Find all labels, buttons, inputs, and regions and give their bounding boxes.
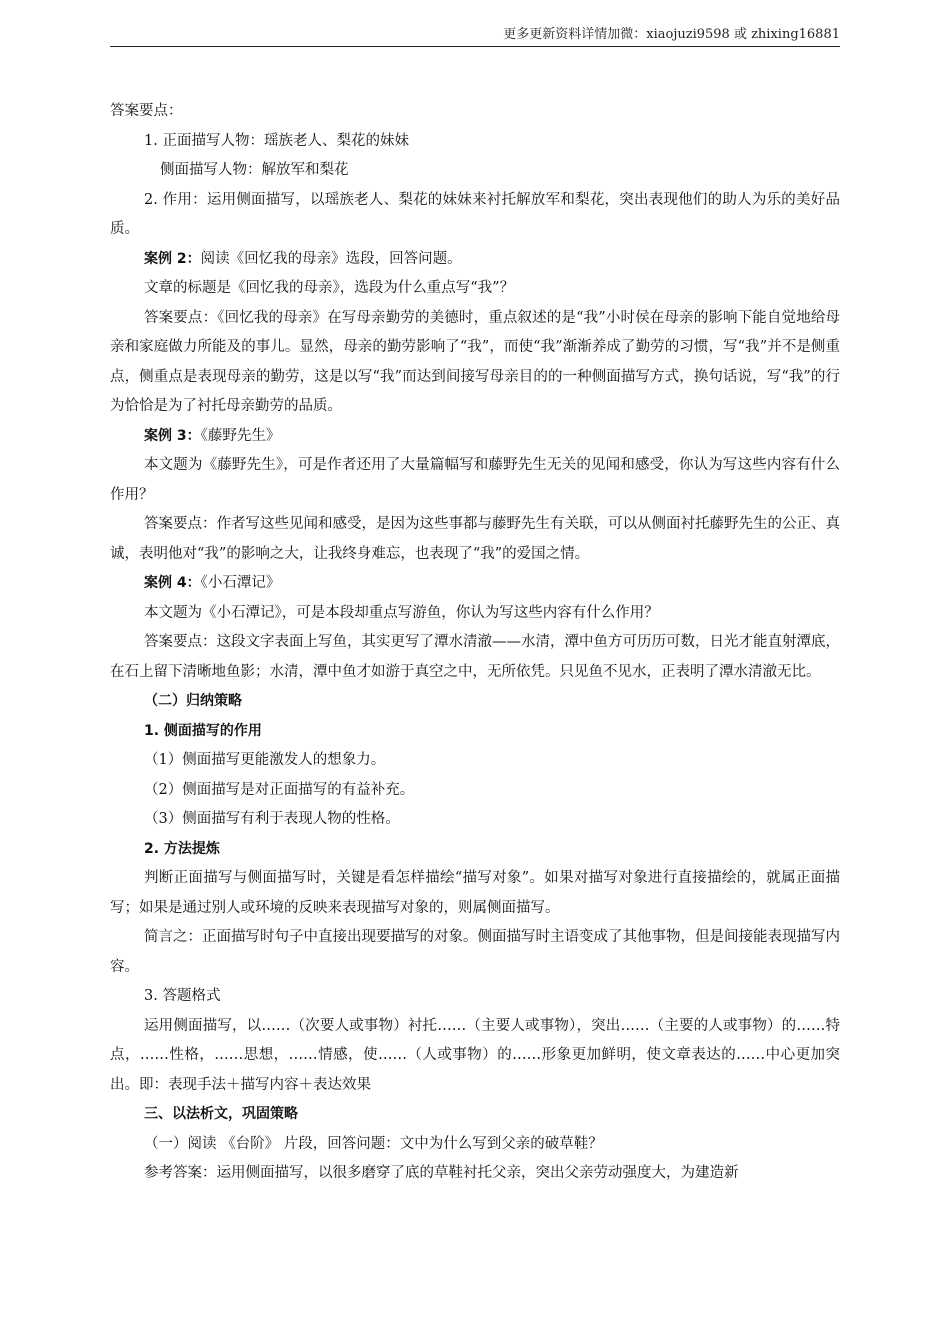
- paragraph: [110, 835, 840, 865]
- paragraph-text: 答案要点：这段文字表面上写鱼，其实更写了潭水清澈——水清，潭中鱼方可历历可数，日光才能直射潭底，在石上留下清晰地鱼影；水清，潭中鱼才如游于真空之中，无所依凭。只见鱼不见水，正表明了潭水清澈无比。: [110, 634, 840, 680]
- paragraph: [110, 628, 840, 687]
- paragraph-text: 2. 作用：运用侧面描写，以瑶族老人、梨花的妹妹来衬托解放军和梨花，突出表现他们的助人为乐的美好品质。: [110, 191, 840, 237]
- paragraph: [110, 687, 840, 717]
- paragraph: [110, 1012, 840, 1101]
- bold-label: 案例 4：: [144, 575, 201, 591]
- paragraph-text: 文章的标题是《回忆我的母亲》，选段为什么重点写“我”？: [144, 280, 515, 296]
- paragraph: [110, 776, 840, 806]
- paragraph-text: 1. 正面描写人物：瑶族老人、梨花的妹妹: [144, 132, 409, 149]
- paragraph-text: 3. 答题格式: [144, 988, 221, 1004]
- paragraph: [110, 599, 840, 629]
- paragraph-text: 侧面描写人物：解放军和梨花: [160, 162, 349, 178]
- bold-label: 三、以法析文，巩固策略: [144, 1106, 298, 1122]
- paragraph-text: 本文题为《藤野先生》，可是作者还用了大量篇幅写和藤野先生无关的见闻和感受，你认为写这些内容有什么作用？: [110, 457, 840, 503]
- bold-label: 1. 侧面描写的作用: [144, 722, 262, 739]
- paragraph: [110, 1100, 840, 1130]
- paragraph: [110, 569, 840, 599]
- paragraph: [110, 451, 840, 510]
- paragraph: [110, 156, 840, 186]
- paragraph-text: （1）侧面描写更能激发人的想象力。: [144, 752, 386, 768]
- paragraph-text: 《藤野先生》: [200, 427, 281, 444]
- paragraph: [110, 1130, 840, 1160]
- paragraph-text: 本文题为《小石潭记》，可是本段却重点写游鱼，你认为写这些内容有什么作用？: [144, 604, 659, 621]
- paragraph: [110, 97, 840, 127]
- paragraph: [110, 245, 840, 275]
- paragraph-text: （一）阅读 《台阶》 片段，回答问题：文中为什么写到父亲的破草鞋？: [144, 1135, 603, 1152]
- bold-label: 案例 2：: [144, 250, 201, 267]
- bold-label: 2. 方法提炼: [144, 840, 220, 857]
- paragraph: [110, 510, 840, 569]
- paragraph-text: 判断正面描写与侧面描写时，关键是看怎样描绘“描写对象”。如果对描写对象进行直接描绘的，就属正面描写；如果是通过别人或环境的反映来表现描写对象的，则属侧面描写。: [110, 870, 840, 916]
- paragraph: [110, 186, 840, 245]
- paragraph: [110, 127, 840, 157]
- paragraph: [110, 746, 840, 776]
- paragraph: [110, 717, 840, 747]
- paragraph-text: 运用侧面描写，以……（次要人或事物）衬托……（主要人或事物），突出……（主要的人或事物）的……特点，……性格，……思想，……情感，使……（人或事物）的……形象更加鲜明，使文章表达的……中心更加突出。即：表现手法＋描写内容＋表达效果: [110, 1017, 840, 1093]
- page-header: [110, 26, 840, 47]
- paragraph: [110, 1159, 840, 1189]
- paragraph-text: 阅读《回忆我的母亲》选段，回答问题。: [200, 250, 462, 267]
- paragraph-text: 简言之：正面描写时句子中直接出现要描写的对象。侧面描写时主语变成了其他事物，但是间接能表现描写内容。: [110, 929, 840, 975]
- header-contact-text: 更多更新资料详情加微：xiaojuzi9598 或 zhixing16881: [503, 27, 840, 42]
- paragraph: [110, 304, 840, 422]
- bold-label: （二）归纳策略: [144, 693, 242, 709]
- bold-label: 案例 3：: [144, 427, 201, 444]
- paragraph: [110, 805, 840, 835]
- paragraph-text: （2）侧面描写是对正面描写的有益补充。: [144, 781, 415, 798]
- document-body: [110, 97, 840, 1189]
- paragraph-text: 答案要点：: [110, 103, 183, 119]
- paragraph-text: 参考答案：运用侧面描写，以很多磨穿了底的草鞋衬托父亲，突出父亲劳动强度大，为建造新: [144, 1165, 739, 1181]
- paragraph: [110, 864, 840, 923]
- paragraph-text: 答案要点：《回忆我的母亲》在写母亲勤劳的美德时，重点叙述的是“我”小时侯在母亲的影响下能自觉地给母亲和家庭做力所能及的事儿。显然，母亲的勤劳影响了“我”，而使“我”渐渐养成了勤劳的习惯，写“我”并不是侧重点，侧重点是表现母亲的勤劳，这是以写“我”而达到间接写母亲目的的一种侧面描写方式，换句话说，写“我”的行为恰恰是为了衬托母亲勤劳的品质。: [110, 309, 840, 414]
- paragraph: [110, 923, 840, 982]
- paragraph: [110, 422, 840, 452]
- paragraph: [110, 274, 840, 304]
- paragraph-text: （3）侧面描写有利于表现人物的性格。: [144, 811, 400, 827]
- paragraph: [110, 982, 840, 1012]
- paragraph-text: 答案要点：作者写这些见闻和感受，是因为这些事都与藤野先生有关联，可以从侧面衬托藤野先生的公正、真诚，表明他对“我”的影响之大，让我终身难忘，也表现了“我”的爱国之情。: [110, 516, 840, 562]
- paragraph-text: 《小石潭记》: [200, 575, 281, 591]
